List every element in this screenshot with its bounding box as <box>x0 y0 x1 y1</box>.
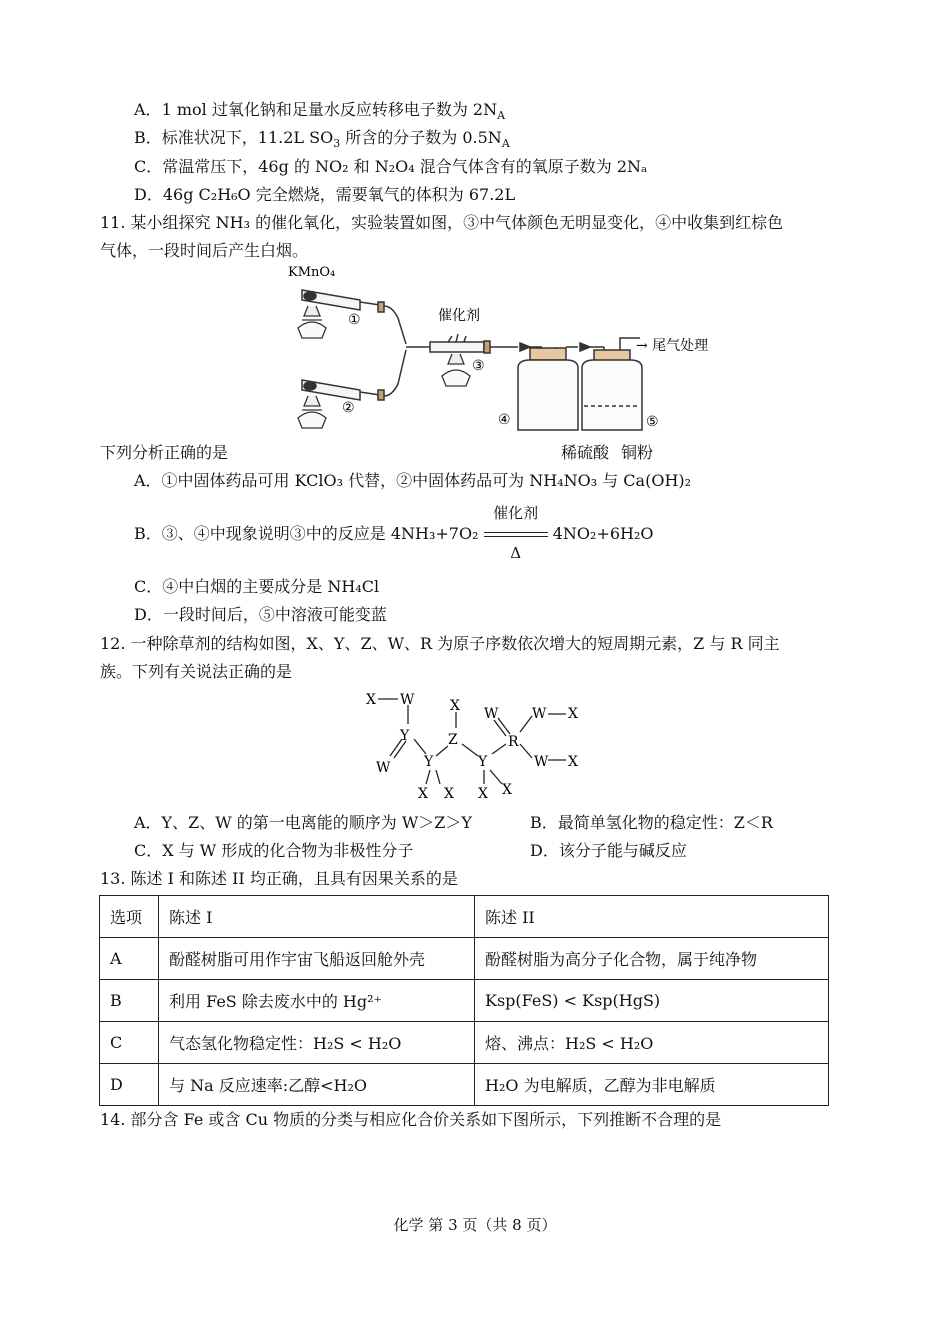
atom-w5: W <box>534 754 549 770</box>
atom-w1: W <box>400 692 415 708</box>
atom-x3: X <box>568 706 578 722</box>
y-connector <box>384 306 430 396</box>
q10-option-d: D．46g C₂H₆O 完全燃烧，需要氧气的体积为 67.2L <box>134 185 516 204</box>
exhaust-label: → 尾气处理 <box>636 338 709 354</box>
atom-x6: X <box>444 786 454 802</box>
q11-prompt: 下列分析正确的是 <box>100 443 229 462</box>
page-footer: 化学 第 3 页（共 8 页） <box>393 1216 557 1234</box>
atom-w3: W <box>484 706 499 722</box>
q10-option-c: C．常温常压下，46g 的 NO₂ 和 N₂O₄ 混合气体含有的氧原子数为 2Nₐ <box>134 157 648 176</box>
kmno4-label: KMnO₄ <box>288 265 336 280</box>
atom-x1: X <box>366 692 376 708</box>
atom-x5: X <box>418 786 428 802</box>
q11-stem-line2: 气体，一段时间后产生白烟。 <box>100 241 309 260</box>
copper-label: 铜粉 <box>621 443 654 462</box>
atom-r: R <box>508 734 519 750</box>
q14-stem: 14. 部分含 Fe 或含 Cu 物质的分类与相应化合价关系如下图所示，下列推断不合理的是 <box>100 1110 722 1129</box>
q12-stem-line2: 族。下列有关说法正确的是 <box>100 662 293 681</box>
q12-option-b: B．最简单氢化物的稳定性：Z＜R <box>530 813 773 832</box>
atom-w4: W <box>532 706 547 722</box>
catalyst-label: 催化剂 <box>438 308 480 324</box>
header-statement-2: 陈述 II <box>475 896 829 938</box>
q11-apparatus-diagram <box>280 258 750 436</box>
q11-option-a: A．①中固体药品可用 KClO₃ 代替，②中固体药品可为 NH₄NO₃ 与 Ca(OH)₂ <box>134 471 692 490</box>
q11-option-d: D．一段时间后，⑤中溶液可能变蓝 <box>134 605 387 624</box>
atom-x2: X <box>450 698 460 714</box>
atom-x7: X <box>478 786 488 802</box>
q12-option-c: C．X 与 W 形成的化合物为非极性分子 <box>134 841 414 860</box>
q12-stem-line1: 12. 一种除草剂的结构如图，X、Y、Z、W、R 为原子序数依次增大的短周期元素，Z 与 R 同主 <box>100 634 780 653</box>
q11-option-c: C．④中白烟的主要成分是 NH₄Cl <box>134 577 380 596</box>
atom-x8: X <box>502 782 512 798</box>
q10-option-a: A．1 mol 过氧化钠和足量水反应转移电子数为 $2N_A$ <box>134 100 506 123</box>
alcohol-lamp-2 <box>298 396 326 428</box>
alcohol-lamp-1 <box>298 306 326 338</box>
label-2: ② <box>342 400 355 416</box>
q12-structure-diagram <box>360 688 600 804</box>
acid-label: 稀硫酸 <box>561 443 610 462</box>
table-row: A 酚醛树脂可用作宇宙飞船返回舱外壳 酚醛树脂为高分子化合物，属于纯净物 <box>100 938 829 980</box>
q11-option-b: B．③、④中现象说明③中的反应是 4NH₃+7O₂ 催化剂 Δ 4NO₂+6H₂O <box>134 503 654 562</box>
q12-option-d: D．该分子能与碱反应 <box>530 841 687 860</box>
atom-y1: Y <box>400 728 410 744</box>
q13-stem: 13. 陈述 I 和陈述 II 均正确，且具有因果关系的是 <box>100 869 458 888</box>
label-3: ③ <box>472 358 485 374</box>
q10-option-b: B．标准状况下，11.2L $SO_3$ 所含的分子数为 $0.5N_A$ <box>134 128 510 151</box>
q12-option-a: A．Y、Z、W 的第一电离能的顺序为 W＞Z＞Y <box>134 813 472 832</box>
q13-table <box>99 895 829 1106</box>
table-header-row <box>100 896 829 938</box>
reaction-arrow: 催化剂 Δ <box>484 523 548 547</box>
table-row: D 与 Na 反应速率:乙醇<H₂O H₂O 为电解质，乙醇为非电解质 <box>100 1064 829 1106</box>
header-statement-1: 陈述 I <box>159 896 475 938</box>
alcohol-lamp-3 <box>442 354 470 386</box>
catalyst-tube <box>430 334 542 353</box>
bottle-5 <box>582 338 642 430</box>
atom-y3: Y <box>478 754 488 770</box>
label-4: ④ <box>498 412 511 428</box>
label-5: ⑤ <box>646 414 659 430</box>
table-row: C 气态氢化物稳定性：H₂S < H₂O 熔、沸点：H₂S < H₂O <box>100 1022 829 1064</box>
atom-y2: Y <box>424 754 434 770</box>
atom-z: Z <box>448 732 458 748</box>
header-option: 选项 <box>100 896 159 938</box>
atom-w2: W <box>376 760 391 776</box>
q11-stem-line1: 11. 某小组探究 NH₃ 的催化氧化，实验装置如图，③中气体颜色无明显变化，④中收集到红棕色 <box>100 213 784 232</box>
atom-x4: X <box>568 754 578 770</box>
table-row: B 利用 FeS 除去废水中的 Hg²⁺ Ksp(FeS) < Ksp(HgS) <box>100 980 829 1022</box>
label-1: ① <box>348 312 361 328</box>
